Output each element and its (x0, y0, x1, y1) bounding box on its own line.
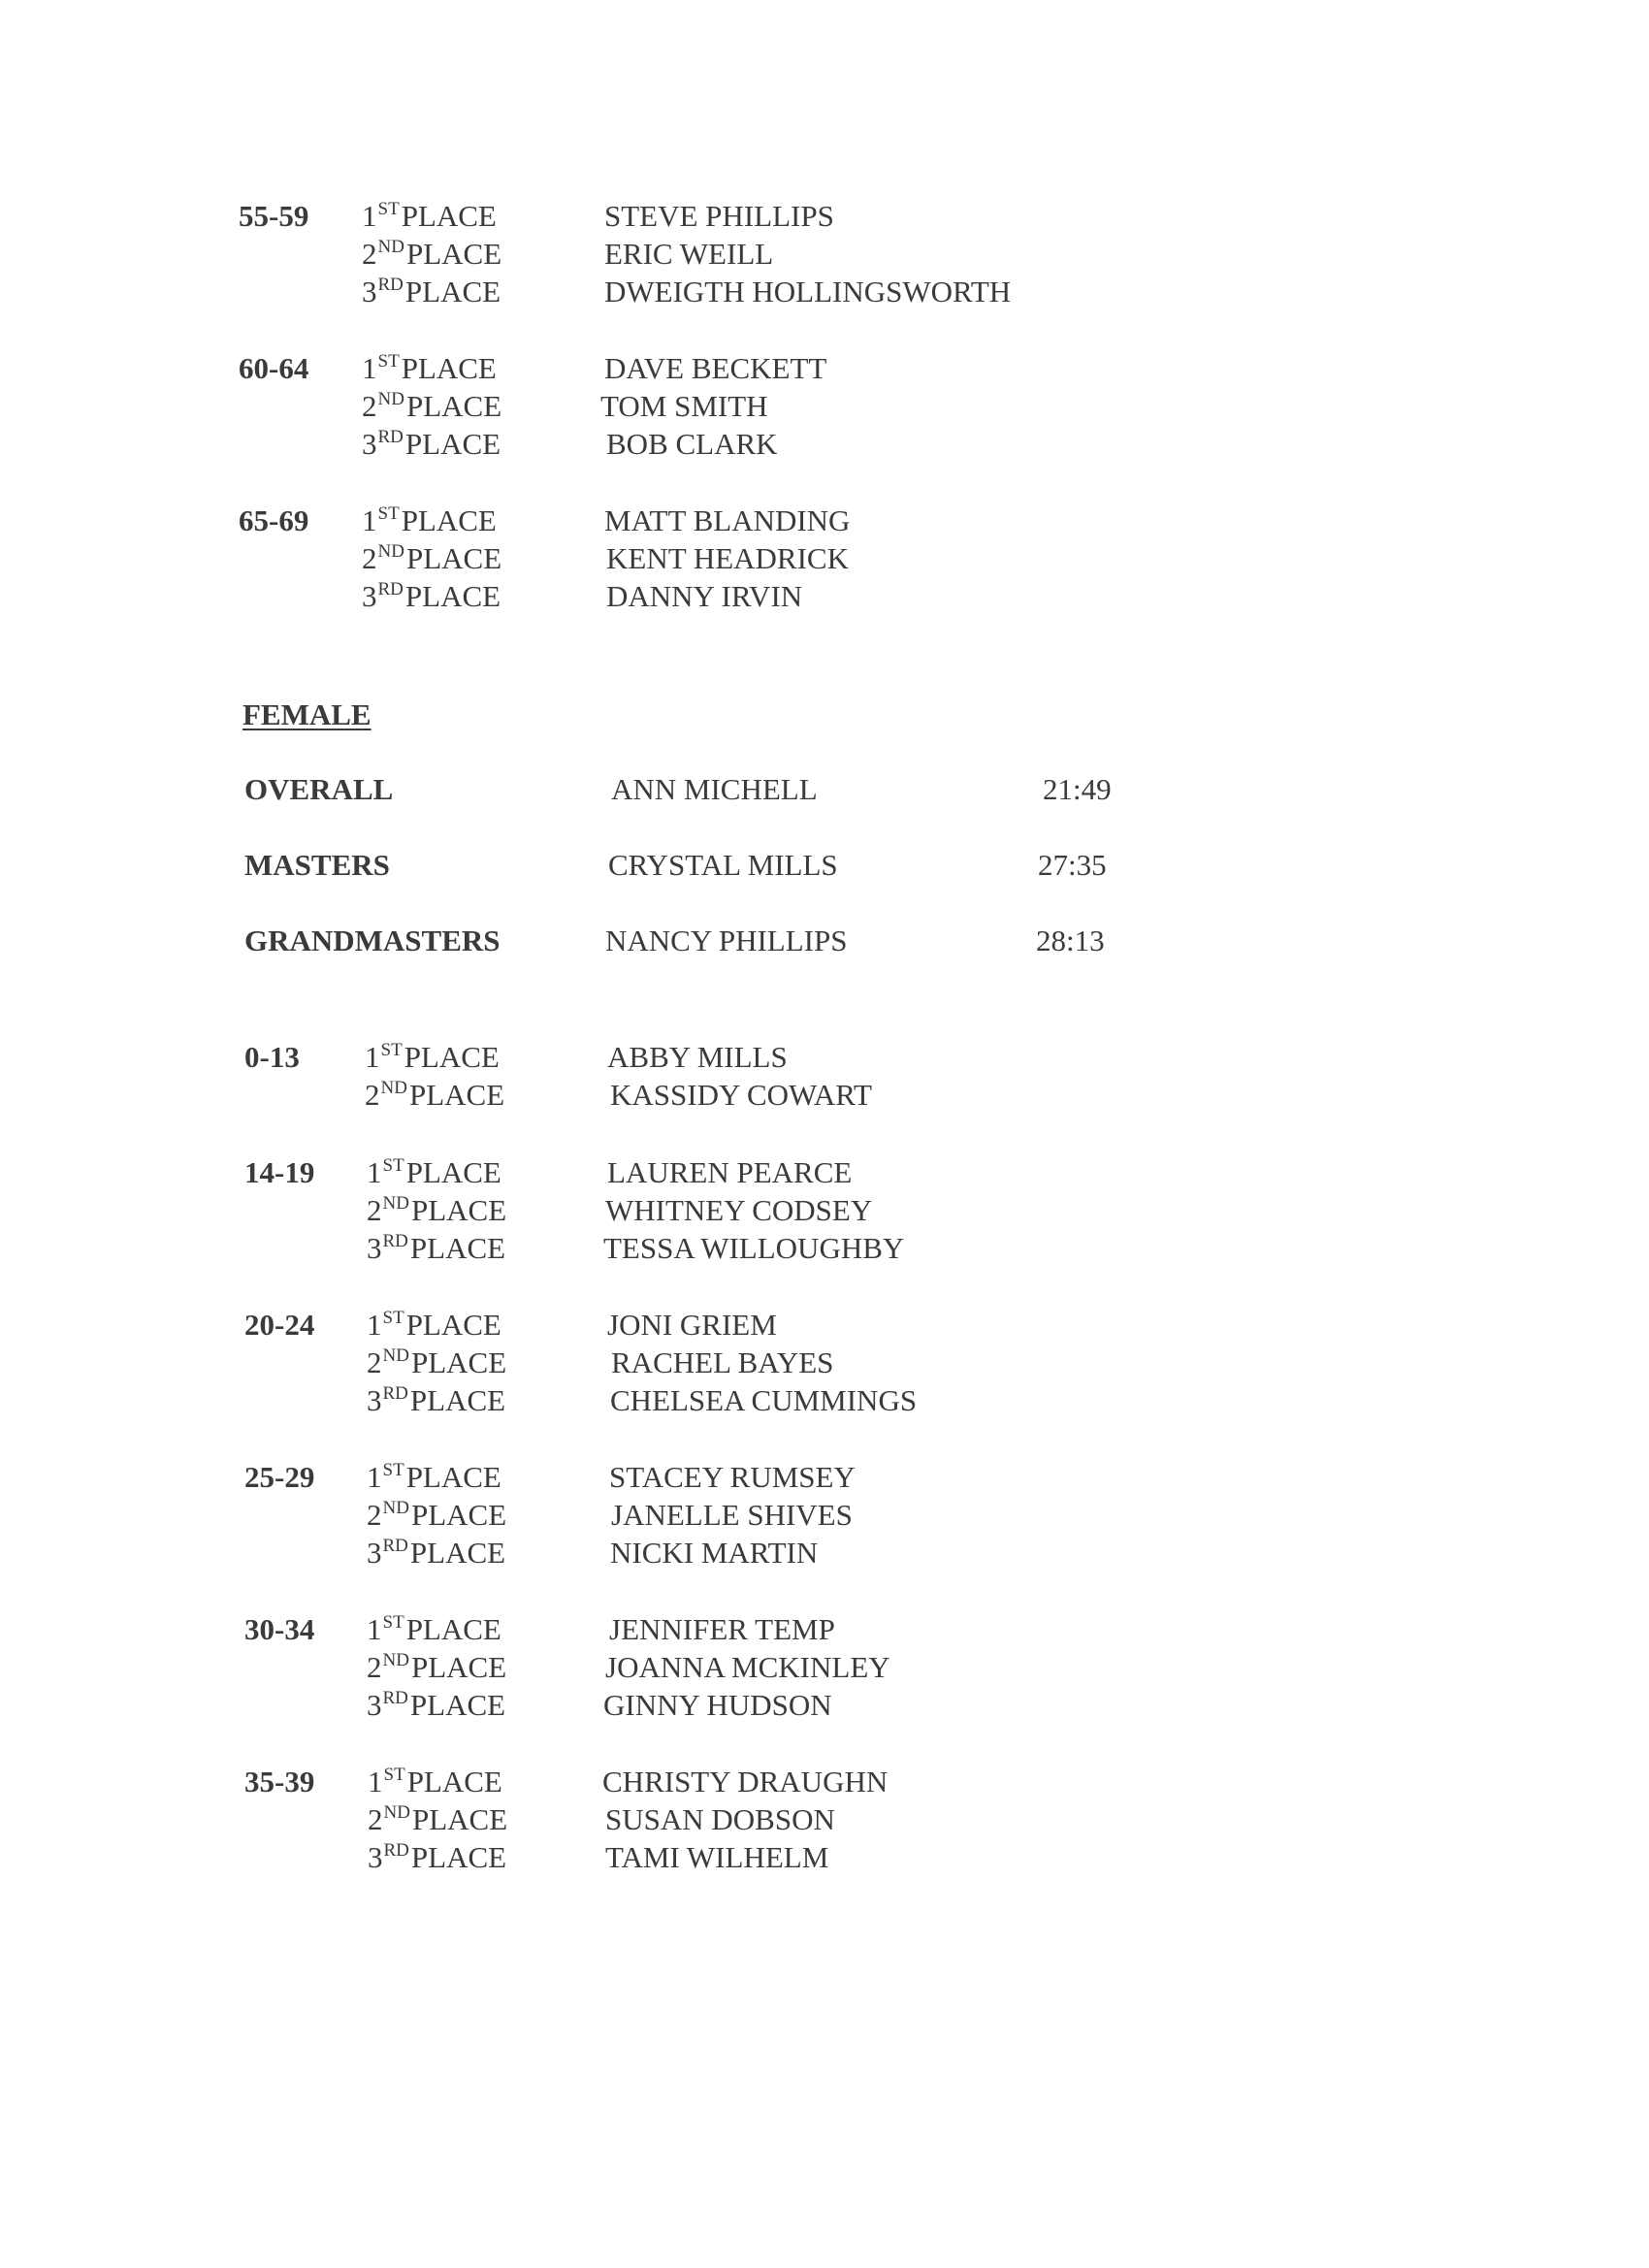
place-row (0, 387, 1649, 425)
award-row-overall (0, 770, 1649, 808)
place-label: 3RDPLACE (368, 1840, 507, 1874)
place-row (0, 1648, 1649, 1686)
place-row (0, 1076, 1649, 1114)
place-label: 3RDPLACE (362, 275, 501, 308)
winner-name: MATT BLANDING (604, 503, 851, 537)
award-winner-name: ANN MICHELL (611, 772, 818, 806)
age-group-65-69 (0, 502, 1649, 615)
place-row (0, 349, 1649, 387)
age-group-label: 55-59 (239, 199, 309, 233)
winner-name: DAVE BECKETT (604, 351, 827, 385)
winner-name: BOB CLARK (606, 427, 778, 461)
winner-name: TAMI WILHELM (605, 1840, 829, 1874)
age-group-0-13 (0, 1038, 1649, 1114)
place-row (0, 502, 1649, 539)
place-label: 1STPLACE (368, 1765, 502, 1798)
place-row (0, 1038, 1649, 1076)
place-label: 3RDPLACE (362, 579, 501, 613)
place-row (0, 1800, 1649, 1838)
place-label: 3RDPLACE (367, 1383, 506, 1417)
place-row (0, 1458, 1649, 1496)
place-label: 3RDPLACE (367, 1688, 506, 1722)
place-row (0, 1838, 1649, 1876)
age-group-60-64 (0, 349, 1649, 463)
age-group-label: 65-69 (239, 503, 309, 537)
age-group-20-24 (0, 1306, 1649, 1419)
place-label: 2NDPLACE (362, 541, 502, 575)
place-label: 2NDPLACE (367, 1193, 507, 1227)
age-group-35-39 (0, 1763, 1649, 1876)
place-label: 3RDPLACE (367, 1231, 506, 1265)
place-label: 1STPLACE (362, 199, 497, 233)
place-label: 3RDPLACE (367, 1536, 506, 1570)
winner-name: TESSA WILLOUGHBY (603, 1231, 905, 1265)
place-label: 1STPLACE (367, 1612, 501, 1646)
place-row (0, 1344, 1649, 1381)
age-group-label: 25-29 (244, 1460, 315, 1494)
award-label: OVERALL (244, 772, 394, 806)
age-group-25-29 (0, 1458, 1649, 1571)
place-row (0, 1763, 1649, 1800)
place-label: 2NDPLACE (367, 1498, 507, 1532)
winner-name: TOM SMITH (600, 389, 768, 423)
place-label: 1STPLACE (367, 1155, 501, 1189)
award-time: 28:13 (1036, 923, 1105, 957)
place-label: 2NDPLACE (362, 389, 502, 423)
place-label: 2NDPLACE (365, 1078, 505, 1112)
age-group-label: 0-13 (244, 1040, 300, 1074)
place-row (0, 1496, 1649, 1534)
winner-name: ERIC WEILL (604, 237, 774, 271)
winner-name: KENT HEADRICK (606, 541, 849, 575)
winner-name: JANELLE SHIVES (611, 1498, 853, 1532)
place-label: 1STPLACE (365, 1040, 500, 1074)
place-label: 1STPLACE (367, 1308, 501, 1342)
place-row (0, 425, 1649, 463)
age-group-label: 20-24 (244, 1308, 315, 1342)
place-label: 2NDPLACE (362, 237, 502, 271)
place-row (0, 577, 1649, 615)
place-row (0, 1686, 1649, 1724)
award-winner-name: CRYSTAL MILLS (608, 848, 838, 882)
place-label: 1STPLACE (367, 1460, 501, 1494)
winner-name: JOANNA MCKINLEY (605, 1650, 890, 1684)
place-row (0, 1381, 1649, 1419)
award-time: 21:49 (1043, 772, 1112, 806)
winner-name: ABBY MILLS (607, 1040, 788, 1074)
winner-name: CHELSEA CUMMINGS (610, 1383, 918, 1417)
winner-name: WHITNEY CODSEY (605, 1193, 873, 1227)
award-row-masters (0, 846, 1649, 884)
section-heading-female: FEMALE (242, 697, 372, 731)
winner-name: STEVE PHILLIPS (604, 199, 834, 233)
place-row (0, 197, 1649, 235)
winner-name: KASSIDY COWART (610, 1078, 872, 1112)
place-label: 1STPLACE (362, 503, 497, 537)
winner-name: NICKI MARTIN (610, 1536, 819, 1570)
age-group-55-59 (0, 197, 1649, 310)
place-row (0, 1153, 1649, 1191)
award-time: 27:35 (1038, 848, 1107, 882)
place-label: 2NDPLACE (367, 1345, 507, 1379)
place-label: 2NDPLACE (367, 1650, 507, 1684)
place-row (0, 1229, 1649, 1267)
place-label: 3RDPLACE (362, 427, 501, 461)
place-row (0, 273, 1649, 310)
place-label: 1STPLACE (362, 351, 497, 385)
place-row (0, 1306, 1649, 1344)
place-row (0, 1610, 1649, 1648)
winner-name: RACHEL BAYES (611, 1345, 834, 1379)
award-label: GRANDMASTERS (244, 923, 501, 957)
place-row (0, 539, 1649, 577)
winner-name: LAUREN PEARCE (607, 1155, 853, 1189)
age-group-label: 60-64 (239, 351, 309, 385)
award-winner-name: NANCY PHILLIPS (605, 923, 848, 957)
award-label: MASTERS (244, 848, 390, 882)
winner-name: JONI GRIEM (607, 1308, 777, 1342)
place-row (0, 1191, 1649, 1229)
winner-name: CHRISTY DRAUGHN (602, 1765, 889, 1798)
age-group-label: 30-34 (244, 1612, 315, 1646)
place-row (0, 235, 1649, 273)
age-group-label: 14-19 (244, 1155, 315, 1189)
winner-name: GINNY HUDSON (603, 1688, 832, 1722)
winner-name: STACEY RUMSEY (609, 1460, 856, 1494)
winner-name: JENNIFER TEMP (609, 1612, 835, 1646)
age-group-30-34 (0, 1610, 1649, 1724)
winner-name: DWEIGTH HOLLINGSWORTH (604, 275, 1012, 308)
place-label: 2NDPLACE (368, 1802, 508, 1836)
place-row (0, 1534, 1649, 1571)
age-group-14-19 (0, 1153, 1649, 1267)
winner-name: SUSAN DOBSON (605, 1802, 835, 1836)
winner-name: DANNY IRVIN (606, 579, 803, 613)
age-group-label: 35-39 (244, 1765, 315, 1798)
award-row-grandmasters (0, 922, 1649, 959)
